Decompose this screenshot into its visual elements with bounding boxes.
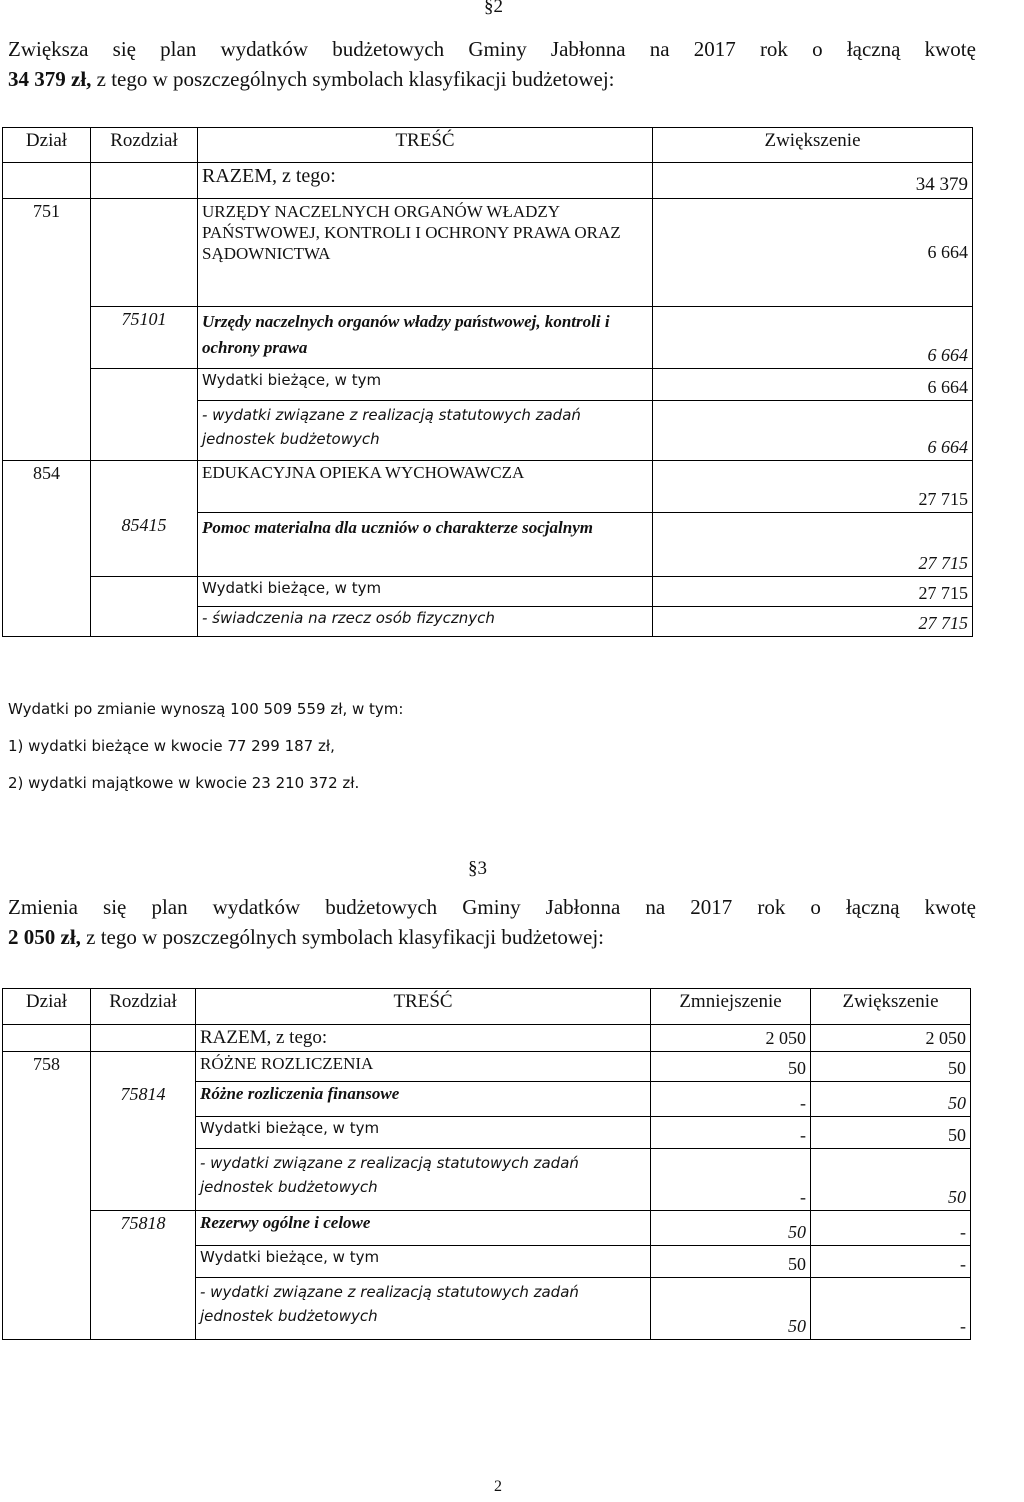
dzial-751: 751 bbox=[3, 199, 91, 307]
intro-word: Jabłonna bbox=[545, 895, 621, 919]
r75818-statutory-increase: - bbox=[811, 1278, 971, 1340]
intro-word: Zwiększa bbox=[8, 37, 89, 61]
header-zwiekszenie: Zwiększenie bbox=[653, 128, 973, 163]
r85415-current-value: 27 715 bbox=[653, 577, 973, 607]
section-3-amount: 2 050 zł, bbox=[8, 925, 81, 949]
rozdzial-75101-value: 6 664 bbox=[653, 307, 973, 369]
intro-word: budżetowych bbox=[325, 895, 438, 919]
dzial-758: 758 bbox=[3, 1052, 91, 1082]
summary-line-1: Wydatki po zmianie wynoszą 100 509 559 zł, w tym: bbox=[8, 700, 404, 718]
rozdzial-75814: 75814 bbox=[91, 1082, 196, 1117]
rozdzial-85415-name: Pomoc materialna dla uczniów o charakterze socjalnym bbox=[198, 513, 653, 577]
header-dzial: Dział bbox=[3, 128, 91, 163]
intro-word: się bbox=[112, 37, 136, 61]
intro-word: Gminy bbox=[462, 895, 521, 919]
r75101-statutory-value: 6 664 bbox=[653, 401, 973, 461]
page-number: 2 bbox=[494, 1478, 502, 1495]
intro-word: wydatków bbox=[212, 895, 301, 919]
intro-word: się bbox=[103, 895, 127, 919]
intro-word: Zmienia bbox=[8, 895, 78, 919]
intro-word: łączną bbox=[846, 37, 901, 61]
dzial-758-decrease: 50 bbox=[651, 1052, 811, 1082]
intro-word: Jabłonna bbox=[550, 37, 626, 61]
r85415-benefits-label: - świadczenia na rzecz osób fizycznych bbox=[198, 607, 653, 637]
header-tresc: TREŚĆ bbox=[196, 989, 651, 1025]
section-3-mark: §3 bbox=[468, 858, 487, 879]
section-2-mark: §2 bbox=[484, 0, 503, 17]
intro-word: 2017 bbox=[693, 37, 736, 61]
total-label: RAZEM, z tego: bbox=[196, 1025, 651, 1052]
intro-word: Gminy bbox=[468, 37, 527, 61]
intro-word: kwotę bbox=[924, 37, 976, 61]
section-2-intro-line2 bbox=[8, 64, 976, 94]
r85415-benefits-value: 27 715 bbox=[653, 607, 973, 637]
r75814-statutory-label: - wydatki związane z realizacją statutowych zadań jednostek budżetowych bbox=[196, 1149, 651, 1211]
dzial-854-value: 27 715 bbox=[653, 461, 973, 513]
intro-word: budżetowych bbox=[332, 37, 445, 61]
section-2-amount: 34 379 zł, bbox=[8, 67, 92, 91]
header-zmniejszenie: Zmniejszenie bbox=[651, 989, 811, 1025]
total-value: 34 379 bbox=[653, 163, 973, 199]
intro-word: na bbox=[649, 37, 670, 61]
intro-word: rok bbox=[757, 895, 786, 919]
r75814-current-decrease: - bbox=[651, 1117, 811, 1149]
r75818-statutory-decrease: 50 bbox=[651, 1278, 811, 1340]
summary-line-3: 2) wydatki majątkowe w kwocie 23 210 372 zł. bbox=[8, 774, 360, 792]
section-3-intro bbox=[8, 892, 976, 952]
r75818-current-increase: - bbox=[811, 1246, 971, 1278]
dzial-854: 854 bbox=[3, 461, 91, 513]
header-rozdzial: Rozdział bbox=[91, 989, 196, 1025]
section-2-intro-rest: z tego w poszczególnych symbolach klasyfikacji budżetowej: bbox=[96, 67, 615, 91]
rozdzial-75814-name: Różne rozliczenia finansowe bbox=[196, 1082, 651, 1117]
r75814-current-increase: 50 bbox=[811, 1117, 971, 1149]
rozdzial-75101-name: Urzędy naczelnych organów władzy państwowej, kontroli i ochrony prawa bbox=[198, 307, 653, 369]
header-tresc: TREŚĆ bbox=[198, 128, 653, 163]
section-2-intro bbox=[8, 34, 976, 94]
r75814-statutory-decrease: - bbox=[651, 1149, 811, 1211]
r75814-statutory-increase: 50 bbox=[811, 1149, 971, 1211]
r85415-current-label: Wydatki bieżące, w tym bbox=[198, 577, 653, 607]
header-rozdzial: Rozdział bbox=[91, 128, 198, 163]
intro-word: o bbox=[812, 37, 823, 61]
intro-word: o bbox=[810, 895, 821, 919]
section-3-intro-line1 bbox=[8, 892, 976, 922]
r75814-increase: 50 bbox=[811, 1082, 971, 1117]
rozdzial-85415-value: 27 715 bbox=[653, 513, 973, 577]
intro-word: kwotę bbox=[924, 895, 976, 919]
rozdzial-75101: 75101 bbox=[91, 307, 198, 369]
summary-line-2: 1) wydatki bieżące w kwocie 77 299 187 zł, bbox=[8, 737, 335, 755]
total-increase: 2 050 bbox=[811, 1025, 971, 1052]
dzial-751-name: URZĘDY NACZELNYCH ORGANÓW WŁADZY PAŃSTWOWEJ, KONTROLI I OCHRONY PRAWA ORAZ SĄDOWNICTWA bbox=[198, 199, 653, 307]
total-decrease: 2 050 bbox=[651, 1025, 811, 1052]
dzial-751-value: 6 664 bbox=[653, 199, 973, 307]
intro-word: na bbox=[645, 895, 666, 919]
header-zwiekszenie: Zwiększenie bbox=[811, 989, 971, 1025]
r75818-statutory-label: - wydatki związane z realizacją statutowych zadań jednostek budżetowych bbox=[196, 1278, 651, 1340]
r75101-current-label: Wydatki bieżące, w tym bbox=[198, 369, 653, 401]
r75818-current-decrease: 50 bbox=[651, 1246, 811, 1278]
total-label: RAZEM, z tego: bbox=[198, 163, 653, 199]
rozdzial-75818-name: Rezerwy ogólne i celowe bbox=[196, 1211, 651, 1246]
r75814-decrease: - bbox=[651, 1082, 811, 1117]
dzial-758-name: RÓŻNE ROZLICZENIA bbox=[196, 1052, 651, 1082]
dzial-758-increase: 50 bbox=[811, 1052, 971, 1082]
section-3-table bbox=[2, 988, 971, 1340]
intro-word: rok bbox=[759, 37, 788, 61]
intro-word: plan bbox=[160, 37, 197, 61]
r75101-statutory-label: - wydatki związane z realizacją statutowych zadań jednostek budżetowych bbox=[198, 401, 653, 461]
section-3-intro-rest: z tego w poszczególnych symbolach klasyfikacji budżetowej: bbox=[86, 925, 604, 949]
section-2-intro-line1 bbox=[8, 34, 976, 64]
r75818-decrease: 50 bbox=[651, 1211, 811, 1246]
r75814-current-label: Wydatki bieżące, w tym bbox=[196, 1117, 651, 1149]
r75101-current-value: 6 664 bbox=[653, 369, 973, 401]
intro-word: wydatków bbox=[220, 37, 309, 61]
header-dzial: Dział bbox=[3, 989, 91, 1025]
intro-word: 2017 bbox=[690, 895, 733, 919]
intro-word: plan bbox=[151, 895, 188, 919]
section-2-table bbox=[2, 127, 973, 637]
r75818-current-label: Wydatki bieżące, w tym bbox=[196, 1246, 651, 1278]
rozdzial-85415: 85415 bbox=[91, 513, 198, 577]
intro-word: łączną bbox=[845, 895, 900, 919]
r75818-increase: - bbox=[811, 1211, 971, 1246]
rozdzial-75818: 75818 bbox=[91, 1211, 196, 1246]
section-3-intro-line2 bbox=[8, 922, 976, 952]
dzial-854-name: EDUKACYJNA OPIEKA WYCHOWAWCZA bbox=[198, 461, 653, 513]
expenditure-summary bbox=[8, 700, 403, 811]
